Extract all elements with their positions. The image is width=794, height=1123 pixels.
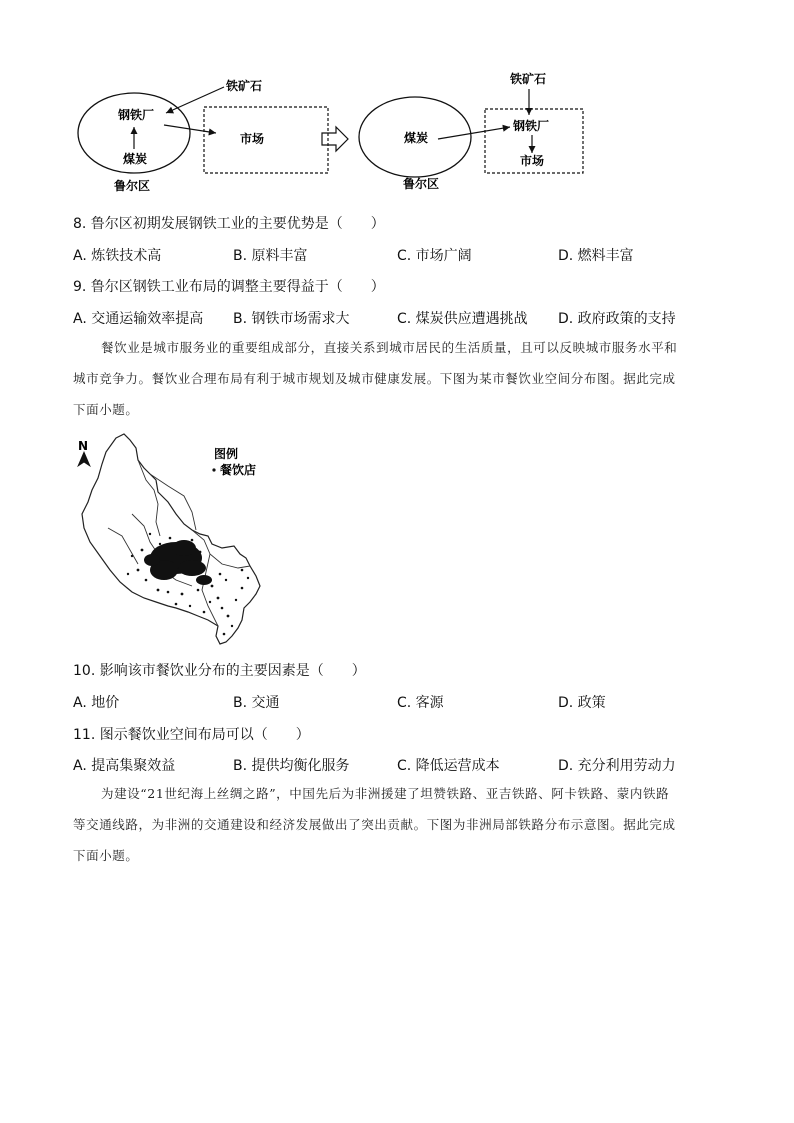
railway-passage [73,778,723,871]
question-8-option-d[interactable]: D. 燃料丰富 [558,248,634,264]
question-10-option-c[interactable]: C. 客源 [397,695,444,711]
region-label-left: 鲁尔区 [114,179,151,193]
question-8-option-c[interactable]: C. 市场广阔 [397,248,472,264]
restaurant-map [72,430,272,650]
market-box-left [204,107,328,173]
legend-dot-icon [212,468,215,471]
transition-arrow [322,127,348,151]
question-10-option-a[interactable]: A. 地价 [73,695,120,711]
question-9-option-b[interactable]: B. 钢铁市场需求大 [233,311,350,327]
question-11-option-d[interactable]: D. 充分利用劳动力 [558,758,676,774]
question-9-stem: 9. 鲁尔区钢铁工业布局的调整主要得益于（ ） [73,279,385,295]
question-11-option-b[interactable]: B. 提供均衡化服务 [233,758,350,774]
question-8-option-a[interactable]: A. 炼铁技术高 [73,248,162,264]
district-line [138,460,160,536]
railway-passage-line-1: 为建设“21世纪海上丝绸之路”，中国先后为非洲援建了坦赞铁路、亚吉铁路、阿卡铁路、蒙内铁路 [101,786,670,801]
question-10-option-d[interactable]: D. 政策 [558,695,606,711]
steel-plant-label-left: 钢铁厂 [118,108,155,122]
market-label-left: 市场 [240,132,265,146]
restaurant-cluster [144,540,212,585]
legend-title: 图例 [214,447,239,461]
coal-label-right: 煤炭 [404,131,429,145]
railway-passage-line-2: 等交通线路，为非洲的交通建设和经济发展做出了突出贡献。下图为非洲局部铁路分布示意图。据此完成 [73,817,676,832]
question-11-option-a[interactable]: A. 提高集聚效益 [73,758,176,774]
steel-plant-label-right: 钢铁厂 [513,119,550,133]
district-line [108,528,138,564]
question-10-stem: 10. 影响该市餐饮业分布的主要因素是（ ） [73,663,366,679]
legend-item-label: 餐饮店 [220,463,257,477]
ruhr-diagram [70,65,590,195]
arrow-ore-to-plant-left [166,87,224,113]
market-label-right: 市场 [520,154,545,168]
north-label: N [78,439,89,453]
question-8-stem: 8. 鲁尔区初期发展钢铁工业的主要优势是（ ） [73,216,385,232]
restaurant-passage-line-1: 餐饮业是城市服务业的重要组成部分，直接关系到城市居民的生活质量，且可以反映城市服务水平和 [101,340,678,355]
restaurant-passage [73,332,723,425]
question-11-option-c[interactable]: C. 降低运营成本 [397,758,500,774]
north-arrow-icon [78,452,90,466]
question-11-stem: 11. 图示餐饮业空间布局可以（ ） [73,727,310,743]
restaurant-passage-line-2: 城市竞争力。餐饮业合理布局有利于城市规划及城市健康发展。下图为某市餐饮业空间分布图。据此完成 [73,371,676,386]
question-8-option-b[interactable]: B. 原料丰富 [233,248,308,264]
question-9-option-d[interactable]: D. 政府政策的支持 [558,311,676,327]
iron-ore-label-left: 铁矿石 [226,79,263,93]
arrow-coal-to-plant-right [438,127,510,139]
iron-ore-label-right: 铁矿石 [510,72,547,86]
restaurant-passage-line-3: 下面小题。 [73,402,139,417]
question-9-option-a[interactable]: A. 交通运输效率提高 [73,311,204,327]
railway-passage-line-3: 下面小题。 [73,848,139,863]
coal-label-left: 煤炭 [123,152,148,166]
question-9-option-c[interactable]: C. 煤炭供应遭遇挑战 [397,311,528,327]
question-10-option-b[interactable]: B. 交通 [233,695,280,711]
region-label-right: 鲁尔区 [403,177,440,191]
